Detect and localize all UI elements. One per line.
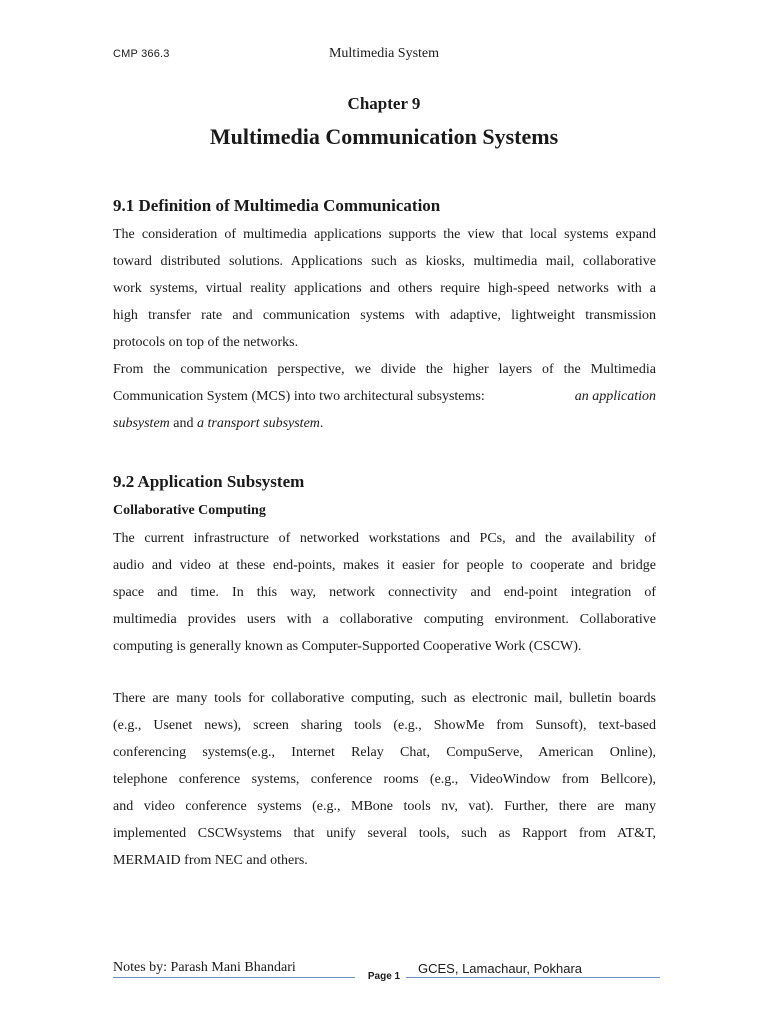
text-line: conferencing systems(e.g., Internet Relay Chat, CompuServe, American Online),	[113, 745, 656, 760]
text-line: The consideration of multimedia applications supports the view that local systems expand	[113, 227, 656, 242]
page-number: Page 1	[367, 971, 401, 982]
course-code: CMP 366.3	[113, 48, 170, 60]
text-line: telephone conference systems, conference rooms (e.g., VideoWindow from Bellcore),	[113, 772, 656, 787]
notes-by: Notes by: Parash Mani Bhandari	[113, 960, 296, 975]
section-1-paragraph-1	[113, 221, 656, 356]
text-line: work systems, virtual reality applications and others require high-speed networks with a	[113, 281, 656, 296]
institution: GCES, Lamachaur, Pokhara	[418, 961, 583, 976]
text-line: protocols on top of the networks.	[113, 335, 299, 350]
text-line	[113, 383, 656, 410]
text-line	[113, 410, 656, 437]
text-segment: .	[319, 416, 324, 431]
text-line: and video conference systems (e.g., MBone tools nv, vat). Further, there are many	[113, 799, 656, 814]
emphasis-subsystem: subsystem	[113, 416, 170, 431]
text-line: (e.g., Usenet news), screen sharing tools (e.g., ShowMe from Sunsoft), text-based	[113, 718, 656, 733]
section-heading-9-1: 9.1 Definition of Multimedia Communication	[113, 196, 441, 215]
emphasis-transport: a transport subsystem	[197, 416, 320, 431]
text-segment: Communication System (MCS) into two architectural subsystems:	[113, 389, 485, 404]
text-line: implemented CSCWsystems that unify several tools, such as Rapport from AT&T,	[113, 826, 656, 841]
text-line: multimedia provides users with a collaborative computing environment. Collaborative	[113, 612, 656, 627]
section-2-paragraph-1	[113, 525, 656, 660]
text-line: space and time. In this way, network connectivity and end-point integration of	[113, 585, 656, 600]
text-line: computing is generally known as Computer-Supported Cooperative Work (CSCW).	[113, 639, 582, 654]
chapter-title: Multimedia Communication Systems	[209, 124, 559, 149]
text-line: audio and video at these end-points, makes it easier for people to cooperate and bridge	[113, 558, 656, 573]
text-line: toward distributed solutions. Applications such as kiosks, multimedia mail, collaborative	[113, 254, 656, 269]
chapter-label: Chapter 9	[347, 94, 421, 113]
section-1-paragraph-2	[113, 356, 656, 437]
text-segment: and	[169, 416, 197, 431]
footer-divider-right	[406, 977, 660, 978]
section-2-paragraph-2	[113, 685, 656, 874]
text-line: high transfer rate and communication systems with adaptive, lightweight transmission	[113, 308, 656, 323]
text-line: There are many tools for collaborative computing, such as electronic mail, bulletin boards	[113, 691, 656, 706]
text-line: MERMAID from NEC and others.	[113, 853, 308, 868]
emphasis-application: an application	[574, 389, 656, 404]
text-line: The current infrastructure of networked workstations and PCs, and the availability of	[113, 531, 656, 546]
section-heading-9-2: 9.2 Application Subsystem	[113, 472, 305, 491]
subject-title: Multimedia System	[328, 46, 440, 61]
text-line: From the communication perspective, we divide the higher layers of the Multimedia	[113, 362, 656, 377]
subheading-collaborative-computing: Collaborative Computing	[113, 503, 266, 518]
